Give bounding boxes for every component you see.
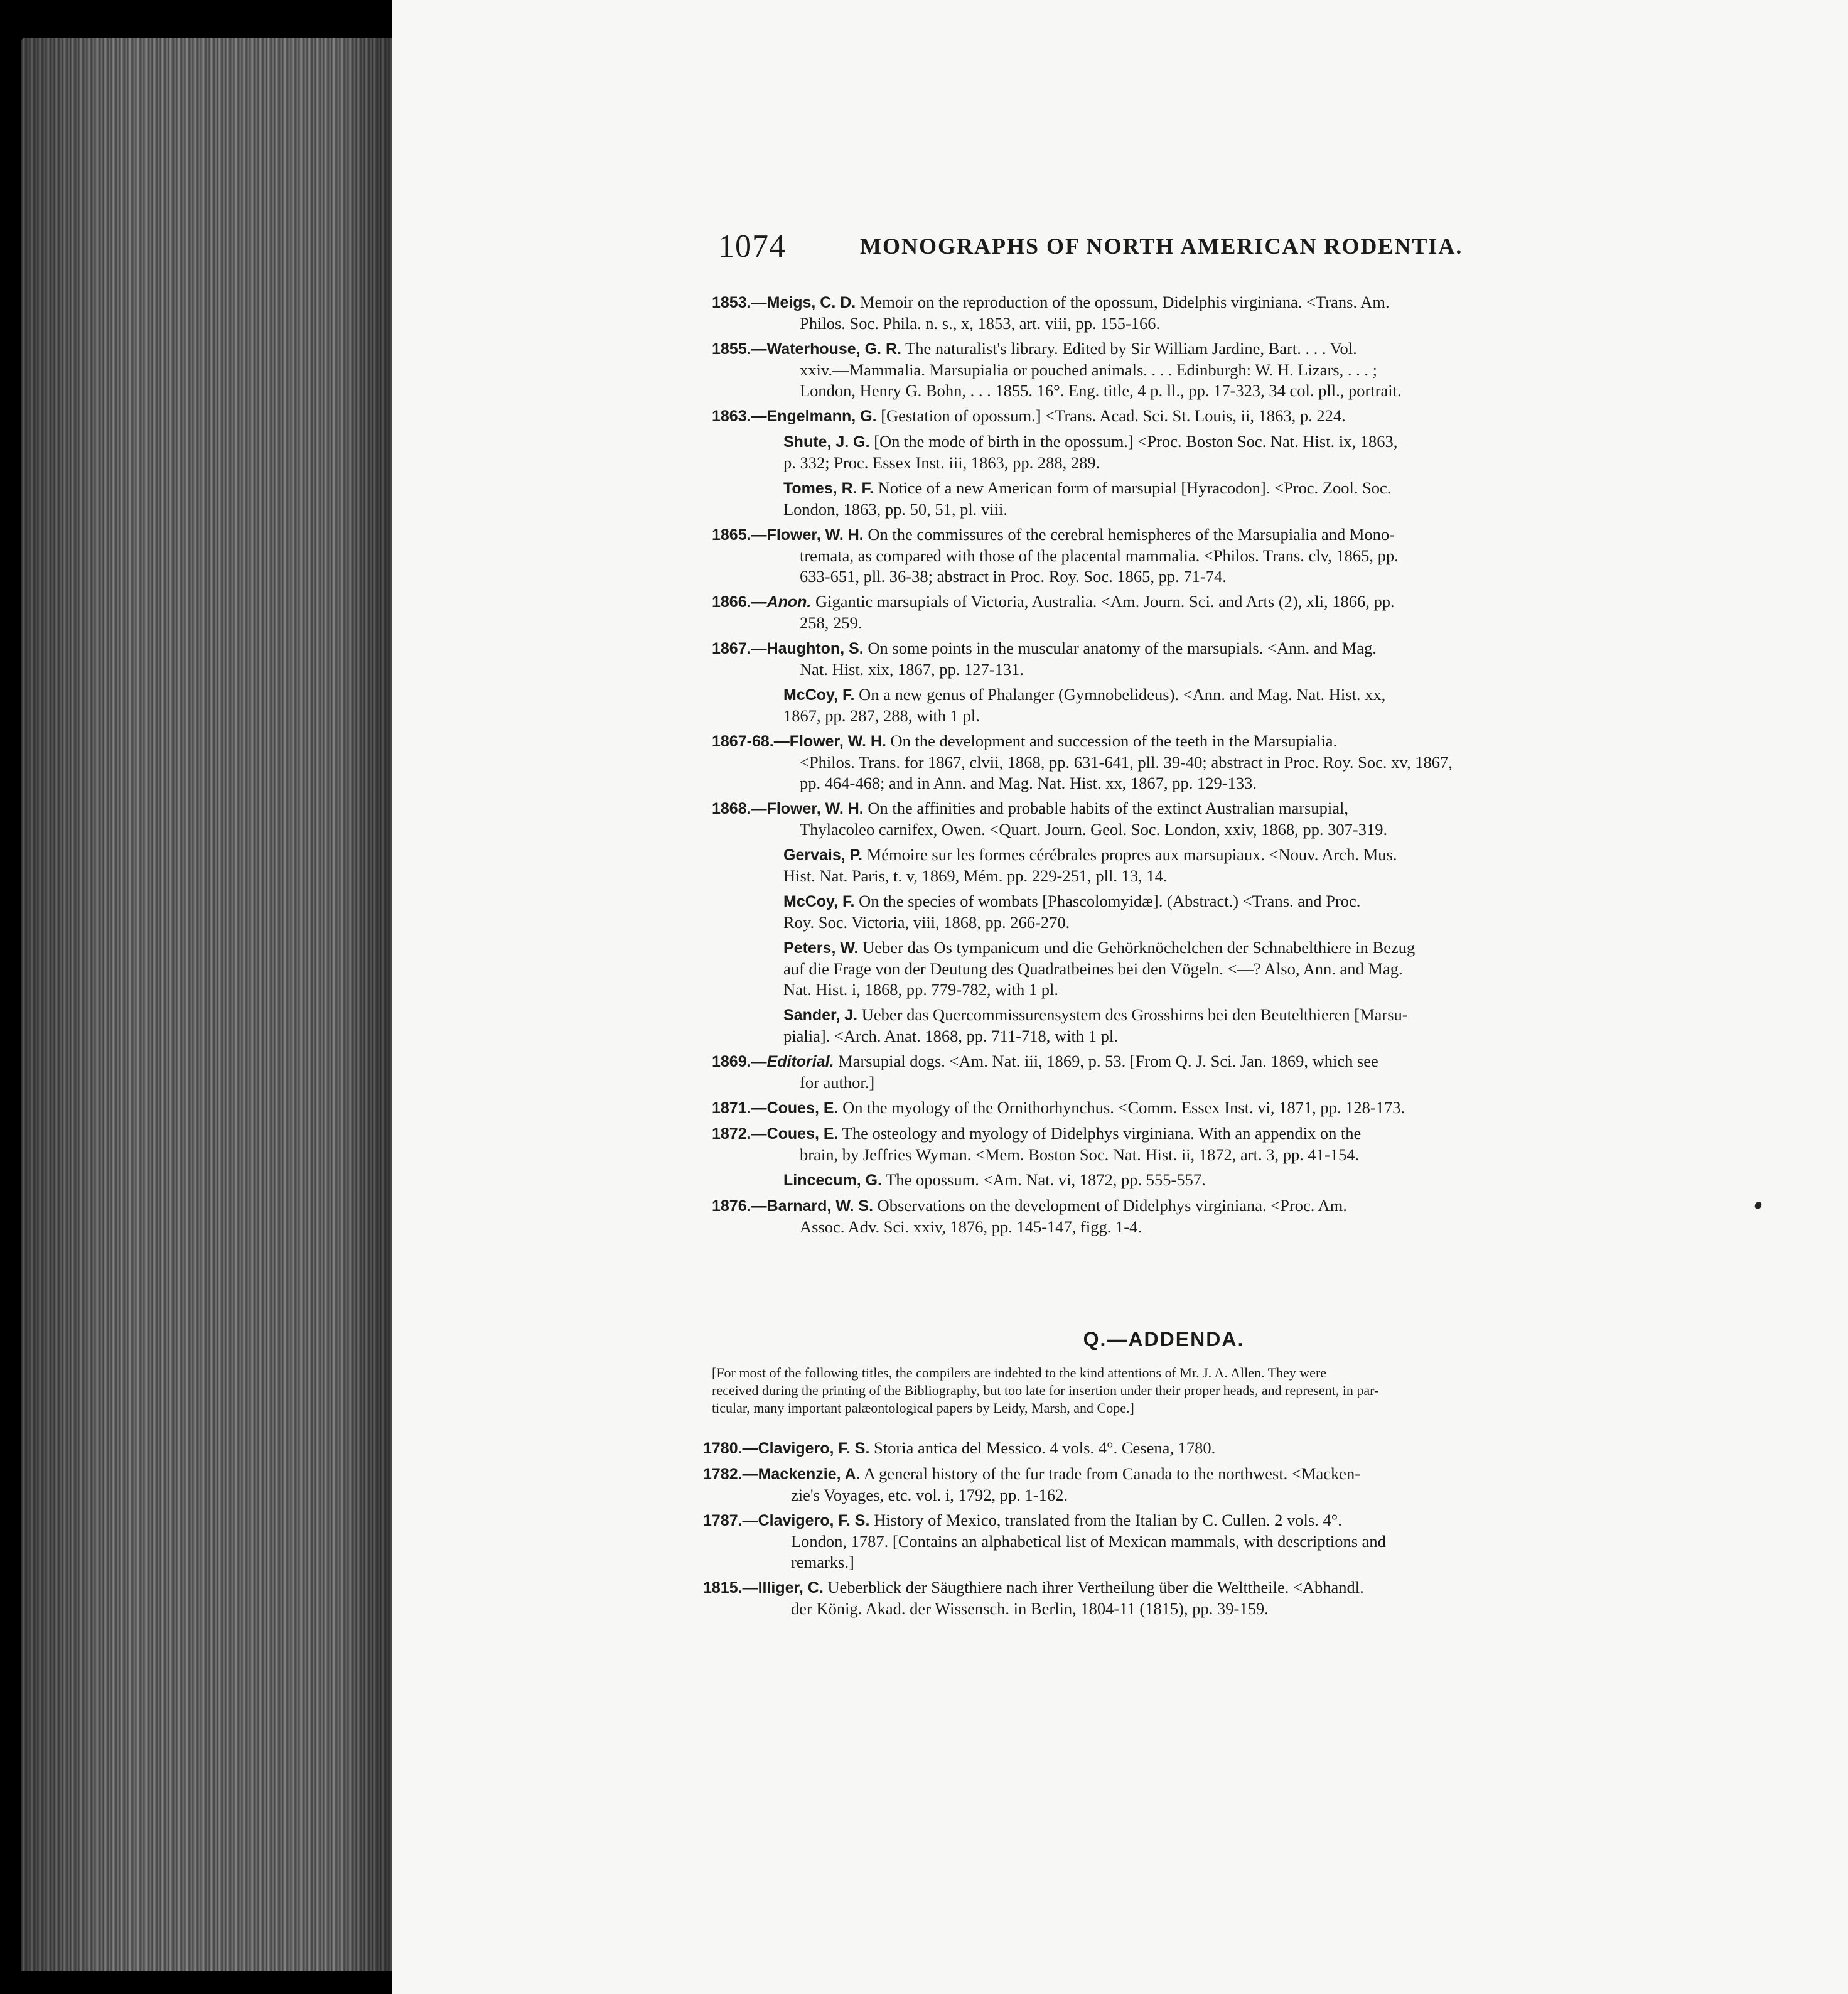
entry-line: [783, 499, 1609, 520]
bibliography-entry: [783, 684, 1609, 726]
entry-text: for author.]: [800, 1073, 875, 1092]
entry-author: Coues, E.: [766, 1125, 839, 1143]
entry-year: 1866.—: [712, 593, 767, 611]
entry-author: Gervais, P.: [783, 846, 863, 864]
entry-text: tremata, as compared with those of the placental mammalia. <Philos. Trans. clv, 1865, pp.: [800, 546, 1399, 565]
entry-line: [783, 891, 1609, 912]
entry-text: der König. Akad. der Wissensch. in Berlin, 1804-11 (1815), pp. 39-159.: [791, 1599, 1269, 1618]
entry-line: [783, 937, 1609, 959]
entry-author: Lincecum, G.: [783, 1172, 882, 1189]
running-title: MONOGRAPHS OF NORTH AMERICAN RODENTIA.: [860, 234, 1463, 259]
entry-text: Ueber das Quercommissurensystem des Grosshirns bei den Beutelthieren [Marsu-: [861, 1005, 1408, 1024]
entry-line: [709, 1531, 1603, 1552]
entry-author: Illiger, C.: [758, 1579, 824, 1597]
entry-line: [783, 912, 1609, 933]
entry-line: [703, 1510, 1603, 1531]
entry-text: On some points in the muscular anatomy of the marsupials. <Ann. and Mag.: [868, 639, 1377, 657]
entry-author: Shute, J. G.: [783, 433, 870, 451]
section-note-line: received during the printing of the Bibliography, but too late for insertion under their proper heads, and represent, in par-: [712, 1382, 1379, 1398]
entry-text: Philos. Soc. Phila. n. s., x, 1853, art. viii, pp. 155-166.: [800, 314, 1161, 333]
book-edge-shadow: [21, 38, 392, 1971]
entry-text: A general history of the fur trade from Canada to the northwest. <Macken-: [863, 1464, 1361, 1483]
entry-author: Barnard, W. S.: [766, 1197, 874, 1215]
entry-text: 1867, pp. 287, 288, with 1 pl.: [783, 706, 980, 725]
entry-year: 1872.—: [712, 1125, 767, 1143]
bibliography-entries: [712, 292, 1609, 1242]
bibliography-entry: [783, 891, 1609, 933]
entry-year: 1865.—: [712, 526, 767, 544]
entry-text: Observations on the development of Didelphys virginiana. <Proc. Am.: [877, 1196, 1347, 1215]
entry-author: McCoy, F.: [783, 893, 855, 910]
entry-year: 1876.—: [712, 1197, 767, 1215]
bibliography-entry: [712, 1123, 1609, 1165]
entry-line: [712, 292, 1609, 313]
bibliography-entry: [703, 1438, 1603, 1459]
entry-text: Nat. Hist. xix, 1867, pp. 127-131.: [800, 660, 1024, 679]
entry-text: p. 332; Proc. Essex Inst. iii, 1863, pp. 288, 289.: [783, 453, 1100, 472]
entry-line: [712, 524, 1609, 546]
entry-author: Anon.: [766, 593, 812, 611]
bibliography-entry: [712, 638, 1609, 680]
entry-line: [718, 773, 1609, 794]
entry-line: [718, 659, 1609, 680]
entry-text: Ueberblick der Säugthiere nach ihrer Vertheilung über die Welttheile. <Abhandl.: [827, 1578, 1364, 1597]
entry-text: Hist. Nat. Paris, t. v, 1869, Mém. pp. 229-251, pll. 13, 14.: [783, 866, 1168, 885]
entry-author: Coues, E.: [766, 1099, 839, 1117]
entry-line: [703, 1463, 1603, 1485]
entry-author: Tomes, R. F.: [783, 480, 874, 497]
bibliography-entry: [712, 1097, 1609, 1119]
entry-line: [718, 313, 1609, 334]
entry-author: Clavigero, F. S.: [758, 1440, 870, 1457]
entry-line: [783, 979, 1609, 1000]
entry-year: 1787.—: [703, 1512, 758, 1529]
entry-text: Mémoire sur les formes cérébrales propres aux marsupiaux. <Nouv. Arch. Mus.: [866, 845, 1397, 864]
entry-line: [783, 684, 1609, 706]
entry-text: zie's Voyages, etc. vol. i, 1792, pp. 1-162.: [791, 1485, 1068, 1504]
entry-line: [718, 1145, 1609, 1165]
entry-text: brain, by Jeffries Wyman. <Mem. Boston Soc. Nat. Hist. ii, 1872, art. 3, pp. 41-154.: [800, 1145, 1360, 1164]
bibliography-entry: [783, 1170, 1609, 1191]
entry-text: Memoir on the reproduction of the opossum, Didelphis virginiana. <Trans. Am.: [859, 293, 1390, 311]
entry-text: The naturalist's library. Edited by Sir William Jardine, Bart. . . . Vol.: [905, 339, 1357, 358]
entry-line: [783, 1170, 1609, 1191]
entry-line: [783, 1026, 1609, 1047]
bibliography-entry: [783, 431, 1609, 473]
entry-text: On the development and succession of the teeth in the Marsupialia.: [890, 731, 1338, 750]
bibliography-entry: [783, 937, 1609, 1000]
entry-author: Waterhouse, G. R.: [766, 340, 901, 358]
entry-text: London, 1787. [Contains an alphabetical list of Mexican mammals, with descriptions and: [791, 1532, 1386, 1551]
entry-line: [718, 566, 1609, 587]
entry-author: Flower, W. H.: [766, 526, 864, 544]
entry-year: 1869.—: [712, 1053, 767, 1070]
bibliography-entry: [712, 524, 1609, 587]
entry-text: On the affinities and probable habits of the extinct Australian marsupial,: [868, 799, 1348, 817]
entry-line: [712, 1195, 1609, 1217]
entry-year: 1855.—: [712, 340, 767, 358]
entry-line: [718, 1072, 1609, 1093]
entry-text: On the species of wombats [Phascolomyidæ]. (Abstract.) <Trans. and Proc.: [859, 892, 1361, 910]
entry-text: History of Mexico, translated from the Italian by C. Cullen. 2 vols. 4°.: [874, 1511, 1342, 1529]
entry-line: [712, 731, 1609, 752]
entry-author: Editorial.: [766, 1053, 834, 1070]
bibliography-entry: [783, 844, 1609, 887]
entry-text: On the myology of the Ornithorhynchus. <Comm. Essex Inst. vi, 1871, pp. 128-173.: [842, 1098, 1405, 1117]
entry-author: Mackenzie, A.: [758, 1465, 861, 1483]
entry-author: Haughton, S.: [766, 640, 864, 657]
entry-text: 258, 259.: [800, 613, 862, 632]
entry-line: [709, 1552, 1603, 1573]
entry-line: [718, 1217, 1609, 1237]
entry-text: pp. 464-468; and in Ann. and Mag. Nat. Hist. xx, 1867, pp. 129-133.: [800, 773, 1257, 792]
entry-line: [783, 1005, 1609, 1026]
entry-author: Clavigero, F. S.: [758, 1512, 870, 1529]
bibliography-entry: [703, 1510, 1603, 1573]
entry-text: auf die Frage von der Deutung des Quadratbeines bei den Vögeln. <—? Also, Ann. and Mag.: [783, 959, 1403, 978]
entry-line: [712, 1051, 1609, 1072]
entry-line: [703, 1438, 1603, 1459]
entry-text: London, 1863, pp. 50, 51, pl. viii.: [783, 500, 1008, 519]
entry-text: Marsupial dogs. <Am. Nat. iii, 1869, p. 53. [From Q. J. Sci. Jan. 1869, which see: [838, 1052, 1378, 1070]
bibliography-entry: [712, 798, 1609, 840]
bibliography-entry: [703, 1577, 1603, 1619]
entry-author: Flower, W. H.: [789, 733, 886, 750]
section-note: [712, 1364, 1603, 1417]
entry-line: [783, 866, 1609, 887]
bibliography-entry: [712, 338, 1609, 401]
entry-text: On the commissures of the cerebral hemispheres of the Marsupialia and Mono-: [868, 525, 1395, 544]
entry-line: [783, 478, 1609, 499]
entry-line: [712, 338, 1609, 360]
entry-line: [718, 546, 1609, 566]
entry-text: <Philos. Trans. for 1867, clvii, 1868, pp. 631-641, pll. 39-40; abstract in Proc. Roy. Soc. xv, 1867,: [800, 753, 1453, 772]
entry-line: [783, 431, 1609, 453]
entry-text: [On the mode of birth in the opossum.] <Proc. Boston Soc. Nat. Hist. ix, 1863,: [874, 432, 1398, 451]
entry-text: 633-651, pll. 36-38; abstract in Proc. Roy. Soc. 1865, pp. 71-74.: [800, 567, 1227, 586]
entry-author: Meigs, C. D.: [766, 294, 856, 311]
entry-line: [783, 959, 1609, 979]
entry-line: [712, 638, 1609, 659]
entry-line: [709, 1598, 1603, 1619]
section-note-line: [For most of the following titles, the compilers are indebted to the kind attentions of Mr. J. A. Allen. They were: [712, 1365, 1327, 1381]
entry-line: [712, 1097, 1609, 1119]
section-title: Q.—ADDENDA.: [1083, 1328, 1245, 1350]
entry-text: Thylacoleo carnifex, Owen. <Quart. Journ. Geol. Soc. London, xxiv, 1868, pp. 307-319.: [800, 820, 1388, 839]
bibliography-entry: [712, 1195, 1609, 1237]
entry-text: Gigantic marsupials of Victoria, Australia. <Am. Journ. Sci. and Arts (2), xli, 1866, pp.: [815, 592, 1395, 611]
entry-author: Engelmann, G.: [766, 407, 877, 425]
entry-text: Ueber das Os tympanicum und die Gehörknöchelchen der Schnabelthiere in Bezug: [862, 938, 1416, 957]
entry-year: 1871.—: [712, 1099, 767, 1117]
entry-text: xxiv.—Mammalia. Marsupialia or pouched animals. . . . Edinburgh: W. H. Lizars, . . . ;: [800, 360, 1377, 379]
bibliography-entry: [712, 1051, 1609, 1093]
entry-line: [718, 380, 1609, 401]
entry-text: On a new genus of Phalanger (Gymnobelideus). <Ann. and Mag. Nat. Hist. xx,: [859, 685, 1386, 704]
entry-text: [Gestation of opossum.] <Trans. Acad. Sci. St. Louis, ii, 1863, p. 224.: [881, 406, 1346, 425]
entry-line: [718, 613, 1609, 633]
entry-text: Storia antica del Messico. 4 vols. 4°. Cesena, 1780.: [874, 1438, 1216, 1457]
entry-year: 1867.—: [712, 640, 767, 657]
entry-text: Notice of a new American form of marsupial [Hyracodon]. <Proc. Zool. Soc.: [878, 478, 1392, 497]
bibliography-entry: [712, 406, 1609, 427]
page-number: 1074: [718, 229, 786, 264]
addenda-entries: [703, 1438, 1603, 1624]
entry-text: London, Henry G. Bohn, . . . 1855. 16°. Eng. title, 4 p. ll., pp. 17-323, 34 col. pll., portrait.: [800, 381, 1402, 400]
entry-author: Flower, W. H.: [766, 800, 864, 817]
entry-text: Nat. Hist. i, 1868, pp. 779-782, with 1 pl.: [783, 980, 1058, 999]
entry-line: [783, 844, 1609, 866]
entry-line: [712, 1123, 1609, 1145]
entry-year: 1815.—: [703, 1579, 758, 1597]
entry-line: [703, 1577, 1603, 1598]
entry-text: The opossum. <Am. Nat. vi, 1872, pp. 555-557.: [886, 1170, 1206, 1189]
entry-author: Peters, W.: [783, 939, 859, 957]
bibliography-entry: [783, 478, 1609, 520]
entry-year: 1868.—: [712, 800, 767, 817]
entry-year: 1782.—: [703, 1465, 758, 1483]
bibliography-entry: [703, 1463, 1603, 1506]
entry-line: [712, 406, 1609, 427]
entry-line: [709, 1485, 1603, 1506]
entry-author: McCoy, F.: [783, 686, 855, 704]
entry-line: [718, 819, 1609, 840]
entry-line: [783, 706, 1609, 726]
entry-line: [718, 752, 1609, 773]
entry-year: 1780.—: [703, 1440, 758, 1457]
section-note-line: ticular, many important palæontological papers by Leidy, Marsh, and Cope.]: [712, 1400, 1134, 1416]
entry-text: The osteology and myology of Didelphys virginiana. With an appendix on the: [842, 1124, 1362, 1143]
entry-year: 1853.—: [712, 294, 767, 311]
page-header: [718, 228, 1478, 266]
bibliography-entry: [712, 292, 1609, 334]
entry-year: 1863.—: [712, 407, 767, 425]
entry-line: [783, 453, 1609, 473]
bibliography-entry: [783, 1005, 1609, 1047]
entry-line: [718, 360, 1609, 380]
bibliography-entry: [712, 731, 1609, 794]
entry-author: Sander, J.: [783, 1006, 858, 1024]
entry-text: Roy. Soc. Victoria, viii, 1868, pp. 266-270.: [783, 913, 1070, 932]
bibliography-entry: [712, 591, 1609, 633]
entry-year: 1867-68.—: [712, 733, 790, 750]
entry-line: [712, 591, 1609, 613]
entry-text: pialia]. <Arch. Anat. 1868, pp. 711-718, with 1 pl.: [783, 1027, 1118, 1045]
entry-text: remarks.]: [791, 1553, 854, 1571]
entry-line: [712, 798, 1609, 819]
entry-text: Assoc. Adv. Sci. xxiv, 1876, pp. 145-147, figg. 1-4.: [800, 1217, 1142, 1236]
